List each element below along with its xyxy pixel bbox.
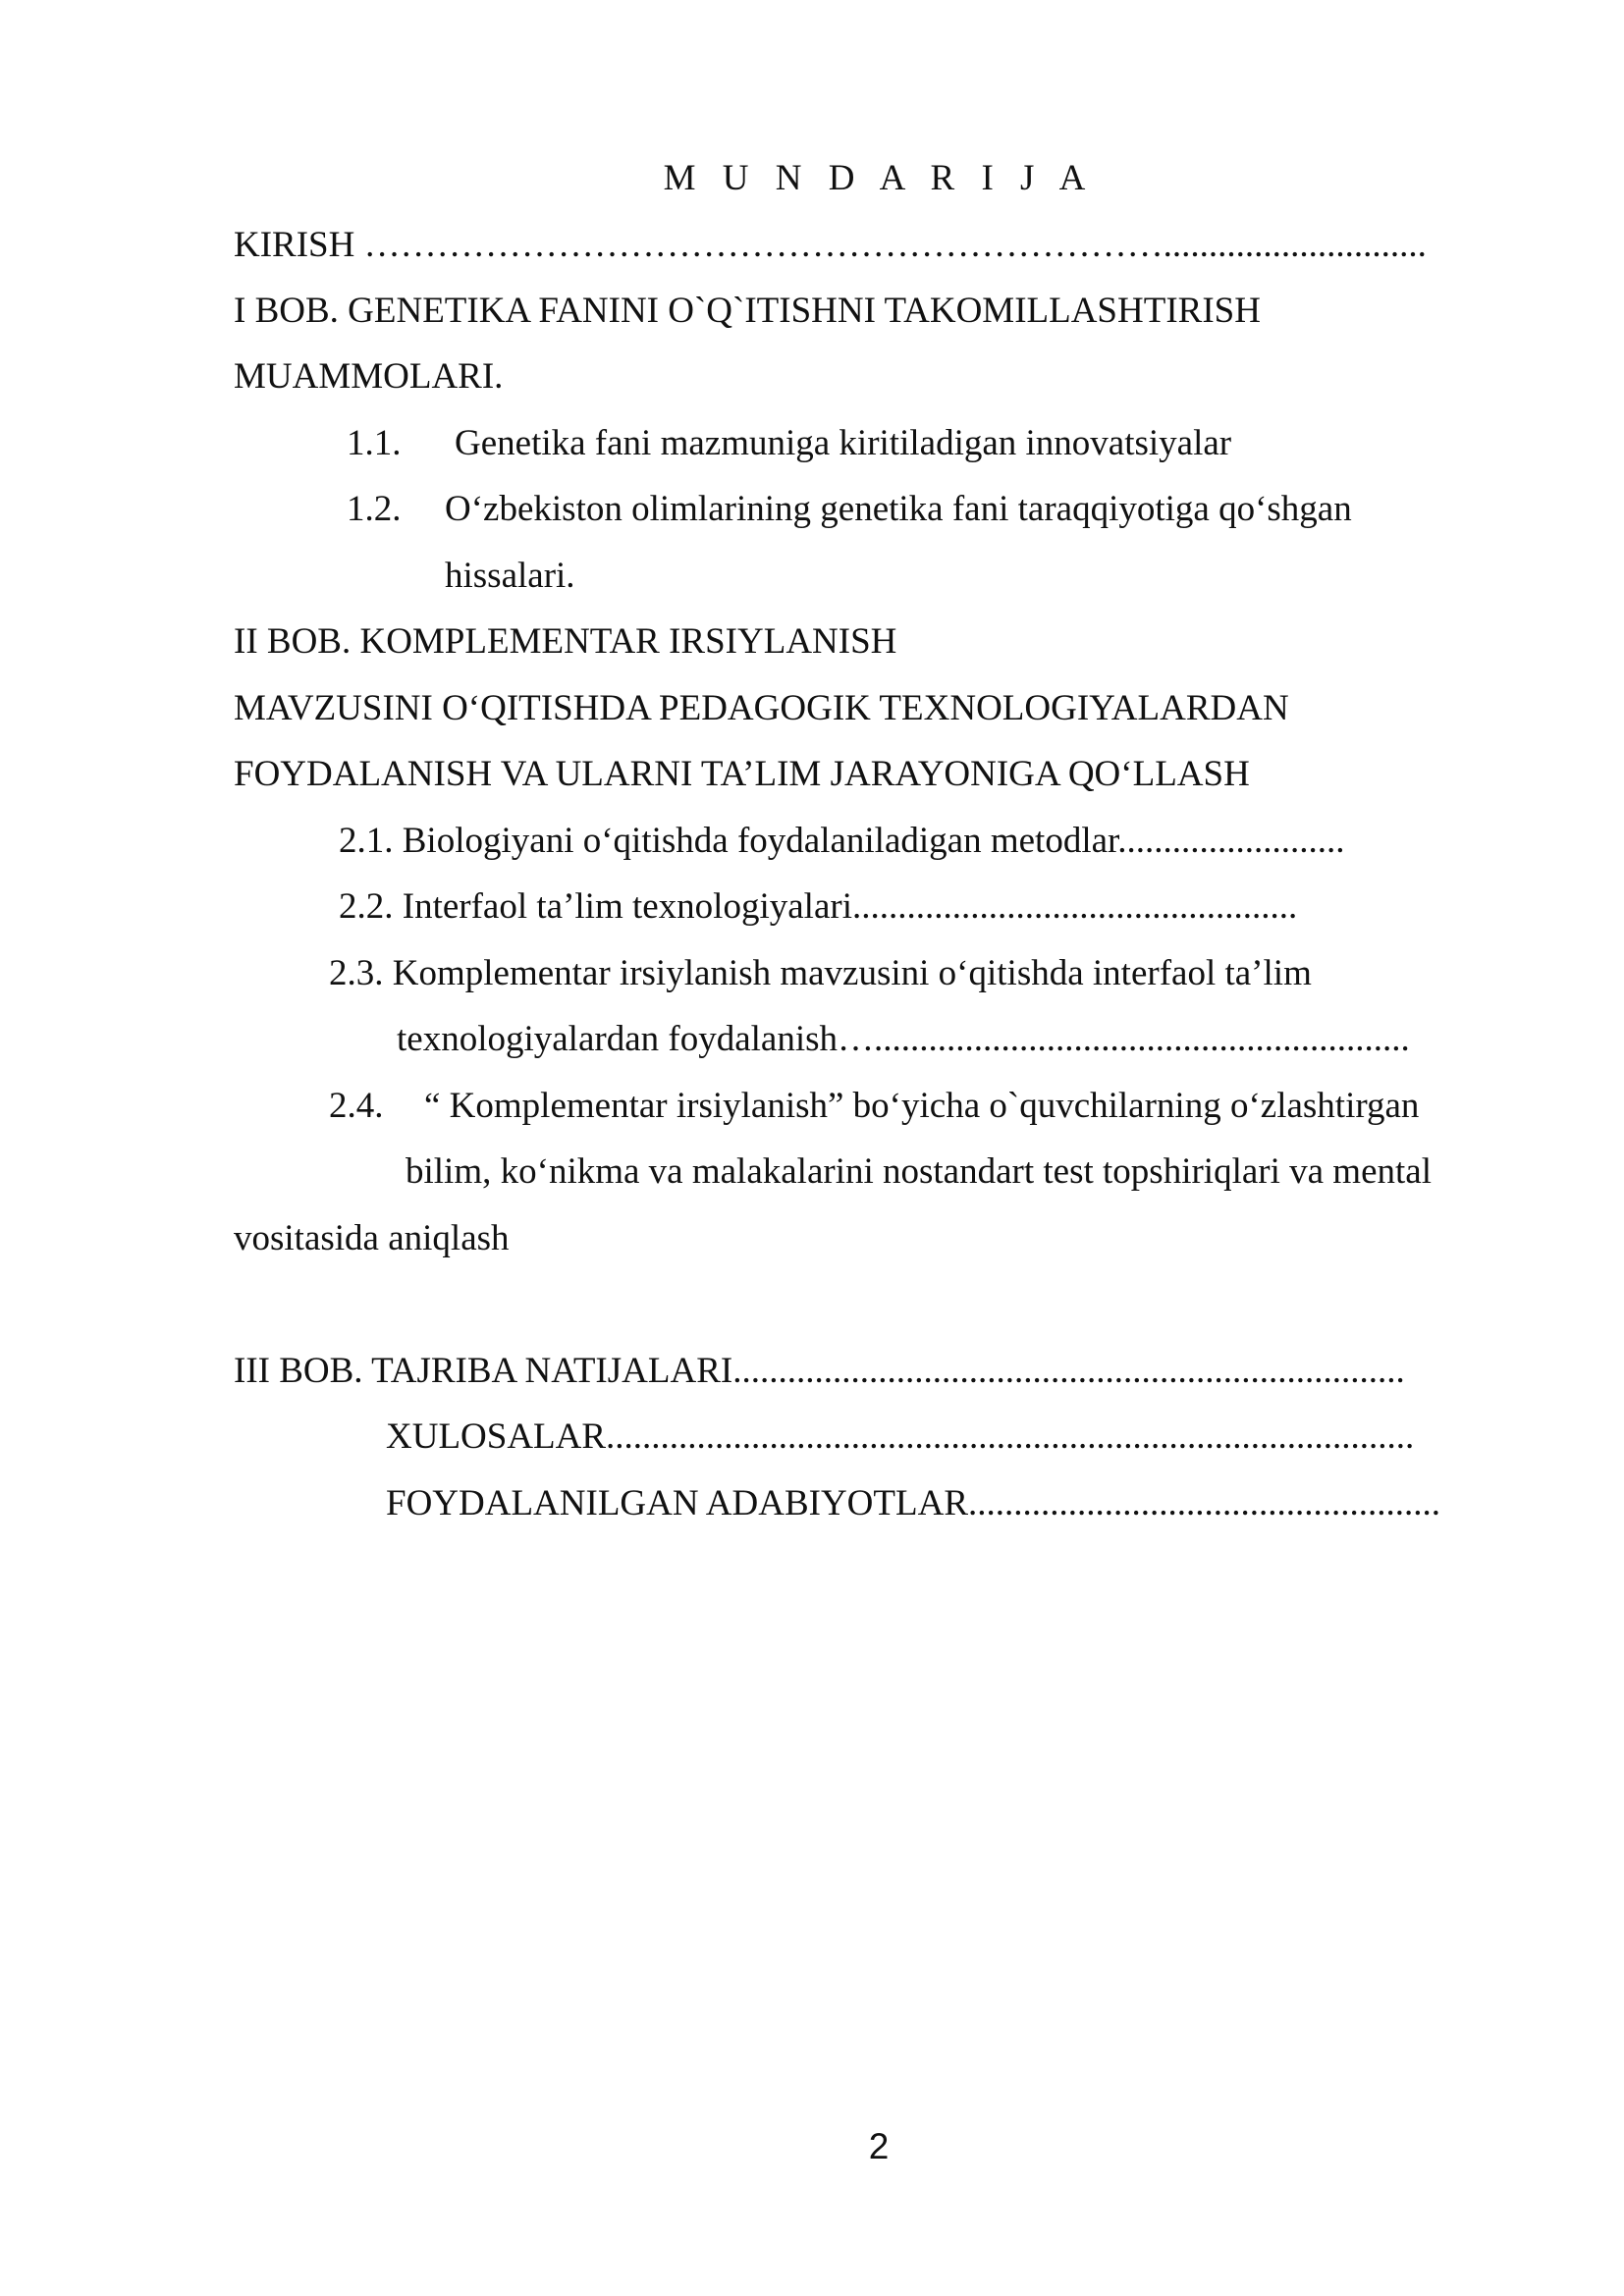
toc-section-2-3-line-2: texnologiyalardan foydalanish…........................................................... — [397, 1019, 1410, 1059]
toc-section-2-1: 2.1. Biologiyani o‘qitishda foydalaniladigan metodlar......................... — [339, 821, 1345, 861]
toc-section-1-2-number: 1.2. — [347, 489, 402, 529]
toc-section-2-4-line-1: “ Komplementar irsiylanish” bo‘yicha o`quvchilarning o‘zlashtirgan — [424, 1086, 1420, 1126]
toc-section-2-4-number: 2.4. — [329, 1086, 384, 1126]
toc-chapter-1-line-1: I BOB. GENETIKA FANINI O`Q`ITISHNI TAKOMILLASHTIRISH — [234, 291, 1261, 331]
toc-chapter-2-line-1: II BOB. KOMPLEMENTAR IRSIYLANISH — [234, 621, 897, 662]
toc-chapter-2-line-3: FOYDALANISH VA ULARNI TA’LIM JARAYONIGA QO‘LLASH — [234, 754, 1250, 794]
toc-section-1-2-text-line-2: hissalari. — [445, 556, 575, 596]
toc-entry-kirish: KIRISH …………………………………………………………............................. — [234, 225, 1427, 265]
toc-title: M U N D A R I J A — [663, 158, 1095, 198]
toc-section-2-4-line-2: bilim, ko‘nikma va malakalarini nostandart test topshiriqlari va mental — [406, 1151, 1432, 1192]
toc-entry-xulosalar: XULOSALAR......................................................................................... — [386, 1416, 1415, 1457]
page-number: 2 — [868, 2126, 890, 2166]
toc-section-1-1-text: Genetika fani mazmuniga kiritiladigan innovatsiyalar — [455, 423, 1232, 463]
toc-section-2-4-line-3: vositasida aniqlash — [234, 1218, 510, 1258]
toc-chapter-2-line-2: MAVZUSINI O‘QITISHDA PEDAGOGIK TEXNOLOGIYALARDAN — [234, 688, 1289, 728]
toc-chapter-1-line-2: MUAMMOLARI. — [234, 356, 504, 397]
toc-chapter-3: III BOB. TAJRIBA NATIJALARI.......................................................................... — [234, 1351, 1405, 1391]
toc-section-2-2: 2.2. Interfaol ta’lim texnologiyalari................................................. — [339, 886, 1298, 927]
toc-section-1-2-text-line-1: O‘zbekiston olimlarining genetika fani taraqqiyotiga qo‘shgan — [445, 489, 1352, 529]
toc-section-1-1-number: 1.1. — [347, 423, 402, 463]
toc-entry-adabiyotlar: FOYDALANILGAN ADABIYOTLAR.................................................... — [386, 1483, 1440, 1523]
toc-section-2-3-line-1: 2.3. Komplementar irsiylanish mavzusini o‘qitishda interfaol ta’lim — [329, 953, 1312, 993]
